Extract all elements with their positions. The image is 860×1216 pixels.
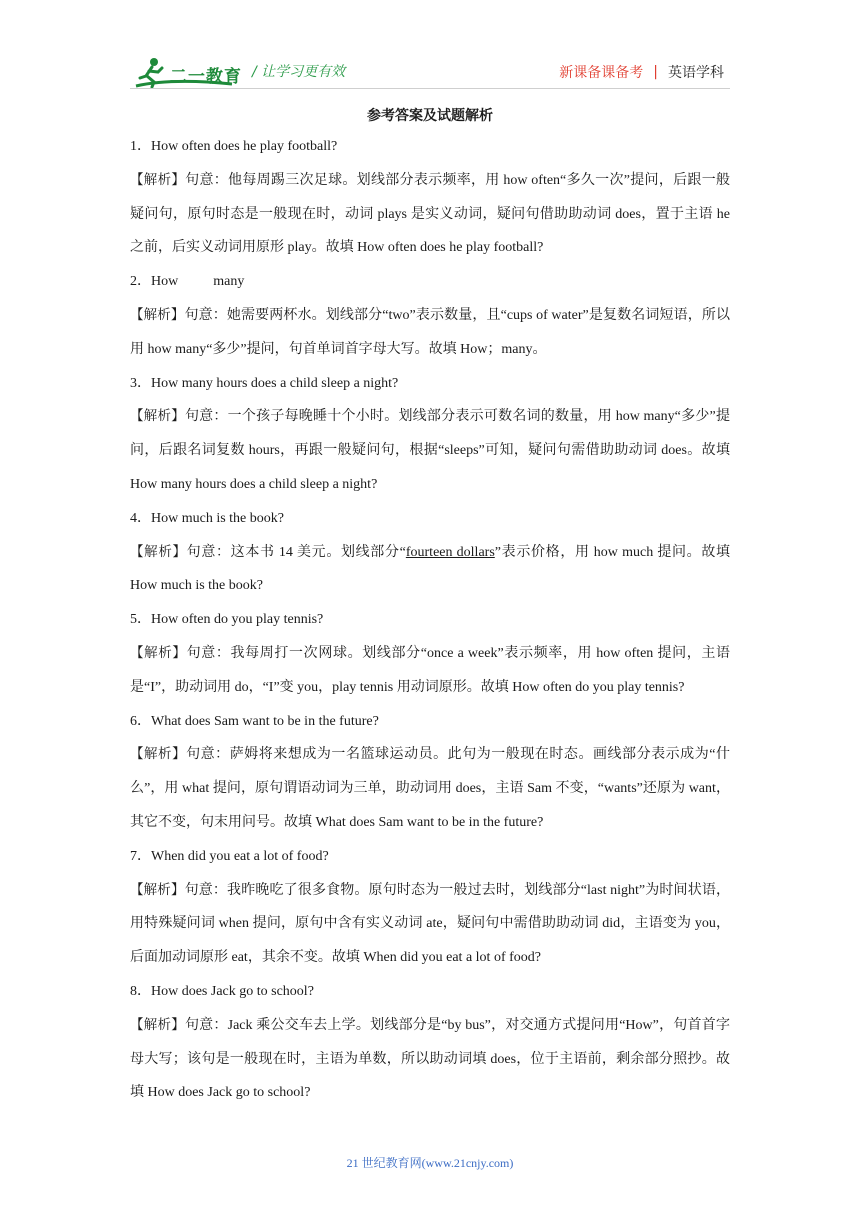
header-divider	[130, 88, 730, 89]
analysis-7	[130, 874, 730, 975]
subject-label: 英语学科	[668, 65, 724, 81]
page-footer[interactable]: 21 世纪教育网(www.21cnjy.com)	[346, 1156, 514, 1170]
analysis-tag: 【解析】	[130, 171, 186, 188]
analysis-8	[130, 1009, 730, 1110]
question-4: 4．How much is the book?	[130, 510, 284, 526]
question-8: 8．How does Jack go to school?	[130, 983, 314, 999]
analysis-tag: 【解析】	[130, 746, 187, 763]
page-header	[0, 0, 860, 96]
analysis-text: 句意：我每周打一次网球。划线部分“once a week”表示频率，用 how often 提问，主语是“I”，助动词用 do，“I”变 you，play tennis 用动词原形。故填 How often do you play tennis?	[130, 645, 731, 695]
course-label: 新课备课备考	[559, 65, 644, 81]
analysis-tag: 【解析】	[130, 1016, 185, 1033]
analysis-text: 句意：萨姆将来想成为一名篮球运动员。此句为一般现在时态。画线部分表示成为“什么”，用 what 提问，原句谓语动词为三单，助动词用 does，主语 Sam 不变，“wants”还原为 want，其它不变，句末用问号。故填 What does Sam want to be in the future?	[130, 747, 730, 830]
analysis-5	[130, 637, 730, 705]
analysis-3	[130, 400, 730, 501]
question-2: 2．How many	[130, 274, 245, 290]
analysis-text: 句意：她需要两杯水。划线部分“two”表示数量，且“cups of water”是复数名词短语，所以用 how many“多少”提问，句首单词首字母大写。故填 How；many。	[130, 307, 730, 357]
analysis-text-post: ”表示价格，用 how much 提问。故填 How much is the book?	[130, 544, 731, 594]
question-6: 6．What does Sam want to be in the future?	[130, 713, 379, 729]
analysis-tag: 【解析】	[130, 306, 185, 323]
header-separator: |	[653, 64, 658, 80]
question-3: 3．How many hours does a child sleep a night?	[130, 375, 399, 391]
question-5: 5．How often do you play tennis?	[130, 612, 324, 628]
answer-list	[130, 130, 730, 1110]
analysis-text: 句意：一个孩子每晚睡十个小时。划线部分表示可数名词的数量，用 how many“多少”提问，后跟名词复数 hours，再跟一般疑问句，根据“sleeps”可知，疑问句需借助助动词 does。故填 How many hours does a child sleep a night?	[130, 409, 731, 492]
analysis-2	[130, 299, 730, 367]
slogan: / 让学习更有效	[252, 64, 346, 80]
question-1: 1．How often does he play football?	[130, 139, 338, 154]
analysis-tag: 【解析】	[130, 408, 185, 425]
analysis-tag: 【解析】	[130, 644, 187, 661]
analysis-text-pre: 句意：这本书 14 美元。划线部分“	[186, 544, 406, 560]
analysis-tag: 【解析】	[130, 543, 187, 560]
logo-text: 二一教育	[170, 67, 242, 87]
analysis-text: 句意：我昨晚吃了很多食物。原句时态为一般过去时，划线部分“last night”为时间状语，用特殊疑问词 when 提问，原句中含有实义动词 ate，疑问句中需借助助动词 did，主语变为 you，后面加动词原形 eat，其余不变。故填 When did you eat a lot of food?	[130, 882, 731, 966]
analysis-tag: 【解析】	[130, 881, 185, 898]
analysis-4	[130, 536, 730, 604]
question-7: 7．When did you eat a lot of food?	[130, 848, 329, 864]
underlined-phrase: fourteen dollars	[405, 544, 495, 560]
page-title: 参考答案及试题解析	[367, 108, 493, 124]
analysis-text: 句意：Jack 乘公交车去上学。划线部分是“by bus”，对交通方式提问用“How”，句首首字母大写；该句是一般现在时，主语为单数，所以助动词填 does，位于主语前，剩余部分照抄。故填 How does Jack go to school?	[130, 1017, 731, 1101]
analysis-1	[130, 164, 730, 265]
analysis-text: 句意：他每周踢三次足球。划线部分表示频率，用 how often“多久一次”提问，后跟一般疑问句，原句时态是一般现在时，动词 plays 是实义动词，疑问句借助助动词 does，置于主语 he 之前，后实义动词用原形 play。故填 How often does he play football?	[130, 172, 730, 256]
header-right	[559, 62, 724, 82]
analysis-6	[130, 738, 730, 839]
